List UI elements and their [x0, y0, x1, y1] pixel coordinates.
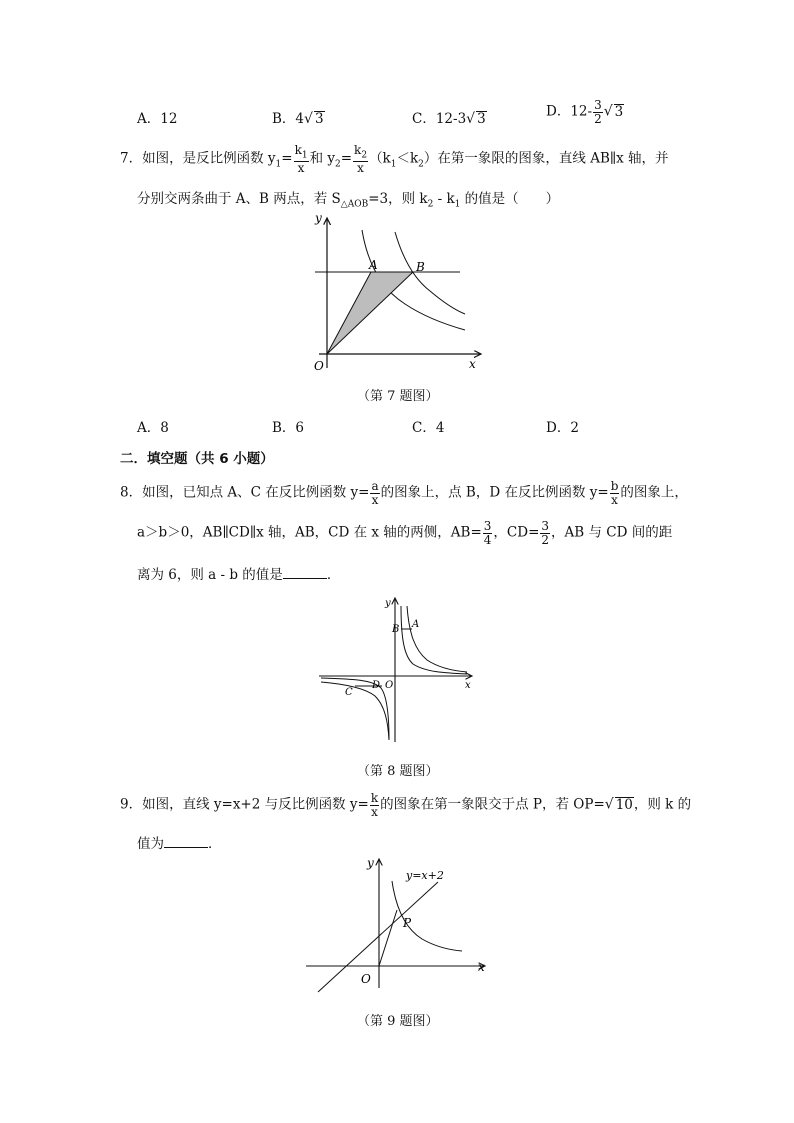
q7-fraction-k2: $\frac{k_2}{x}$ — [354, 143, 368, 175]
q9-segment-op — [379, 910, 397, 966]
q8-fraction-b: $\frac{b}{x}$ — [610, 479, 619, 507]
q8-stem-line1: 8．如图，已知点 A、C 在反比例函数 y= $\frac{a}{x}$ 的图象上，点 B，D 在反比例函数 y= $\frac{b}{x}$ 的图象上， — [120, 479, 688, 507]
q6-option-d-fraction: $\frac{3}{2}$ — [594, 98, 602, 126]
q7-fraction-k1: $\frac{k_1}{x}$ — [294, 143, 308, 175]
q8-fraction-a: $\frac{a}{x}$ — [371, 479, 379, 507]
q6-option-b: B．4√ 3 — [272, 111, 324, 127]
q6-option-d: D．12- $\frac{3}{2}$ √ 3 — [546, 98, 624, 126]
q9-fraction-k: $\frac{k}{x}$ — [370, 791, 379, 819]
q7-option-c: C．4 — [412, 420, 445, 436]
q8-label-o: O — [385, 680, 394, 691]
q9-line-y-x-plus-2 — [318, 882, 438, 992]
q8-caption: （第 8 题图） — [357, 764, 439, 779]
q7-triangle-aob — [327, 272, 413, 354]
q8-label-c: C — [345, 687, 353, 698]
q8-fraction-ab: $\frac{3}{4}$ — [483, 519, 492, 547]
q8-label-d: D — [372, 680, 381, 691]
q6-option-a: A．12 — [137, 111, 178, 127]
q8-figure — [315, 592, 480, 747]
q7-label-b: B — [416, 260, 425, 274]
q6-option-c: C．12-3√ 3 — [412, 111, 486, 127]
q9-label-line: y=x+2 — [406, 869, 444, 882]
q7-label-x: x — [469, 357, 476, 371]
q7-label-a: A — [369, 258, 378, 272]
q7-stem-line2: 分别交两条曲于 A、B 两点，若 $S_{\triangle AOB}=3$，则 $k_2 - k_1$ 的值是（ ） — [137, 191, 560, 210]
q7-figure — [305, 208, 490, 378]
q8-curve-a-q1 — [407, 606, 467, 672]
q7-option-b: B．6 — [272, 420, 305, 436]
q9-figure — [300, 853, 495, 998]
q9-radicand: 10 — [615, 796, 633, 813]
q6-option-c-radicand: 3 — [477, 111, 486, 127]
q7-label-o: O — [314, 359, 324, 373]
q7-option-d: D．2 — [546, 420, 579, 436]
q8-label-a: A — [412, 619, 420, 630]
q7-caption: （第 7 题图） — [357, 389, 439, 404]
q8-fraction-cd: $\frac{3}{2}$ — [541, 519, 550, 547]
q6-option-b-radicand: 3 — [314, 111, 324, 127]
q9-caption: （第 9 题图） — [357, 1014, 439, 1029]
q9-label-y: y — [367, 856, 374, 870]
q7-label-y: y — [315, 211, 322, 225]
q9-stem-line1: 9．如图，直线 y=x+2 与反比例函数 y= $\frac{k}{x}$ 的图象在第一象限交于点 P，若 OP=√ 10，则 k 的 — [120, 791, 692, 819]
section-fill-in-title: 二．填空题（共 6 小题） — [120, 451, 274, 467]
q8-label-y: y — [385, 598, 391, 609]
q9-stem-line2: 值为 ． — [137, 836, 222, 852]
q9-label-o: O — [361, 972, 371, 986]
q8-label-x: x — [465, 680, 471, 691]
q7-stem-line1: 7．如图，是反比例函数 $y_1=$ $\frac{k_1}{x}$ 和 $y_2=$ $\frac{k_2}{x}$ $(k_1<k_2)$在第一象限的图象，直线 AB∥x 轴，并 — [120, 143, 669, 175]
q6-option-d-radicand: 3 — [614, 103, 624, 120]
q9-label-x: x — [478, 960, 485, 974]
q8-stem-line3: 离为 6，则 a - b 的值是 ． — [137, 567, 341, 583]
q8-label-b: B — [392, 624, 400, 635]
q8-stem-line2: a＞b＞0，AB∥CD∥x 轴，AB，CD 在 x 轴的两侧，AB= $\frac{3}{4}$ ，CD= $\frac{3}{2}$ ，AB 与 CD 间的距 — [137, 519, 673, 547]
q9-answer-blank[interactable] — [164, 835, 208, 848]
q9-label-p: P — [403, 916, 412, 930]
q8-answer-blank[interactable] — [283, 566, 327, 579]
q7-option-a: A．8 — [137, 420, 169, 436]
